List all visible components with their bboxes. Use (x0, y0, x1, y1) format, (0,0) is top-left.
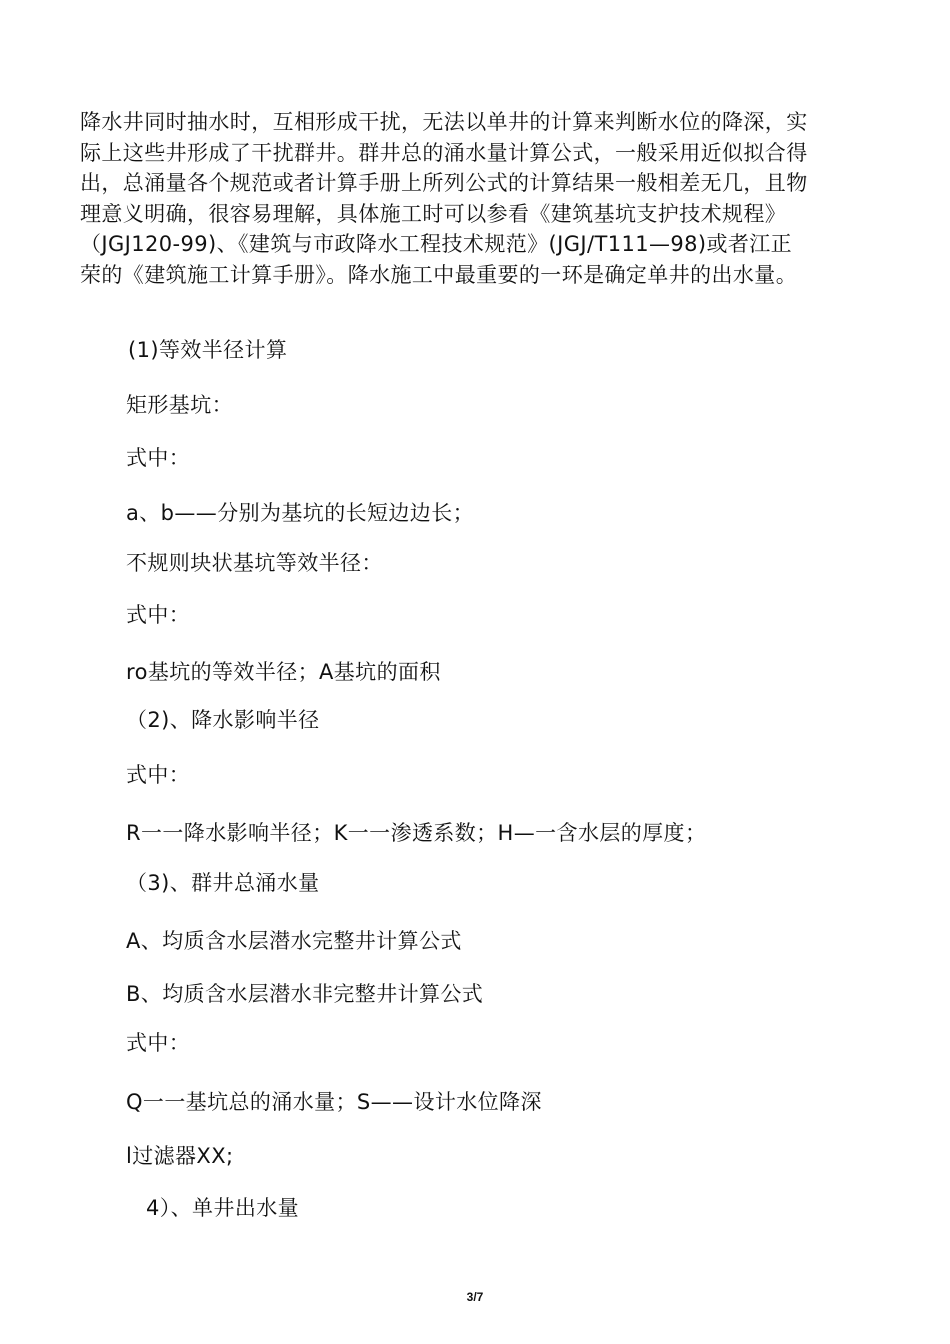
section-2-heading: （2)、降水影响半径 (126, 708, 320, 732)
irregular-pit-label: 不规则块状基坑等效半径： (126, 551, 383, 575)
formula-b-label: B、均质含水层潜水非完整井计算公式 (126, 982, 484, 1006)
where-label: 式中： (126, 446, 191, 470)
where-label: 式中： (126, 1031, 191, 1055)
intro-paragraph (80, 107, 870, 290)
section-3-heading: （3)、群井总涌水量 (126, 871, 320, 895)
section-1-heading: (1)等效半径计算 (128, 338, 288, 362)
formula-a-label: A、均质含水层潜水完整井计算公式 (126, 929, 462, 953)
ro-definition: ro基坑的等效半径；A基坑的面积 (126, 660, 441, 684)
intro-line: 荣的《建筑施工计算手册》。降水施工中最重要的一环是确定单井的出水量。 (80, 262, 798, 287)
ab-definition: a、b——分别为基坑的长短边边长； (126, 501, 474, 525)
where-label: 式中： (126, 603, 191, 627)
intro-line: 降水井同时抽水时，互相形成干扰，无法以单井的计算来判断水位的降深，实 (80, 110, 808, 134)
where-label: 式中： (126, 763, 191, 787)
rectangular-pit-label: 矩形基坑： (126, 393, 233, 417)
q-s-definitions: Q一一基坑总的涌水量；S——设计水位降深 (126, 1090, 542, 1114)
intro-line: 出，总涌量各个规范或者计算手册上所列公式的计算结果一般相差无几，且物 (80, 171, 808, 195)
l-definition: l过滤器XX; (126, 1144, 234, 1168)
section-4-heading: 4）、单井出水量 (146, 1196, 300, 1220)
r-k-h-definitions: R一一降水影响半径；K一一渗透系数；H—一含水层的厚度； (126, 821, 707, 845)
intro-line: 际上这些井形成了干扰群井。群井总的涌水量计算公式，一般采用近似拟合得 (80, 140, 808, 165)
page-number: 3/7 (466, 1290, 484, 1304)
intro-line: （JGJ120-99)、《建筑与市政降水工程技术规范》(JGJ/T111—98)或者江正 (80, 232, 793, 256)
intro-line: 理意义明确，很容易理解，具体施工时可以参看《建筑基坑支护技术规程》 (80, 201, 787, 226)
